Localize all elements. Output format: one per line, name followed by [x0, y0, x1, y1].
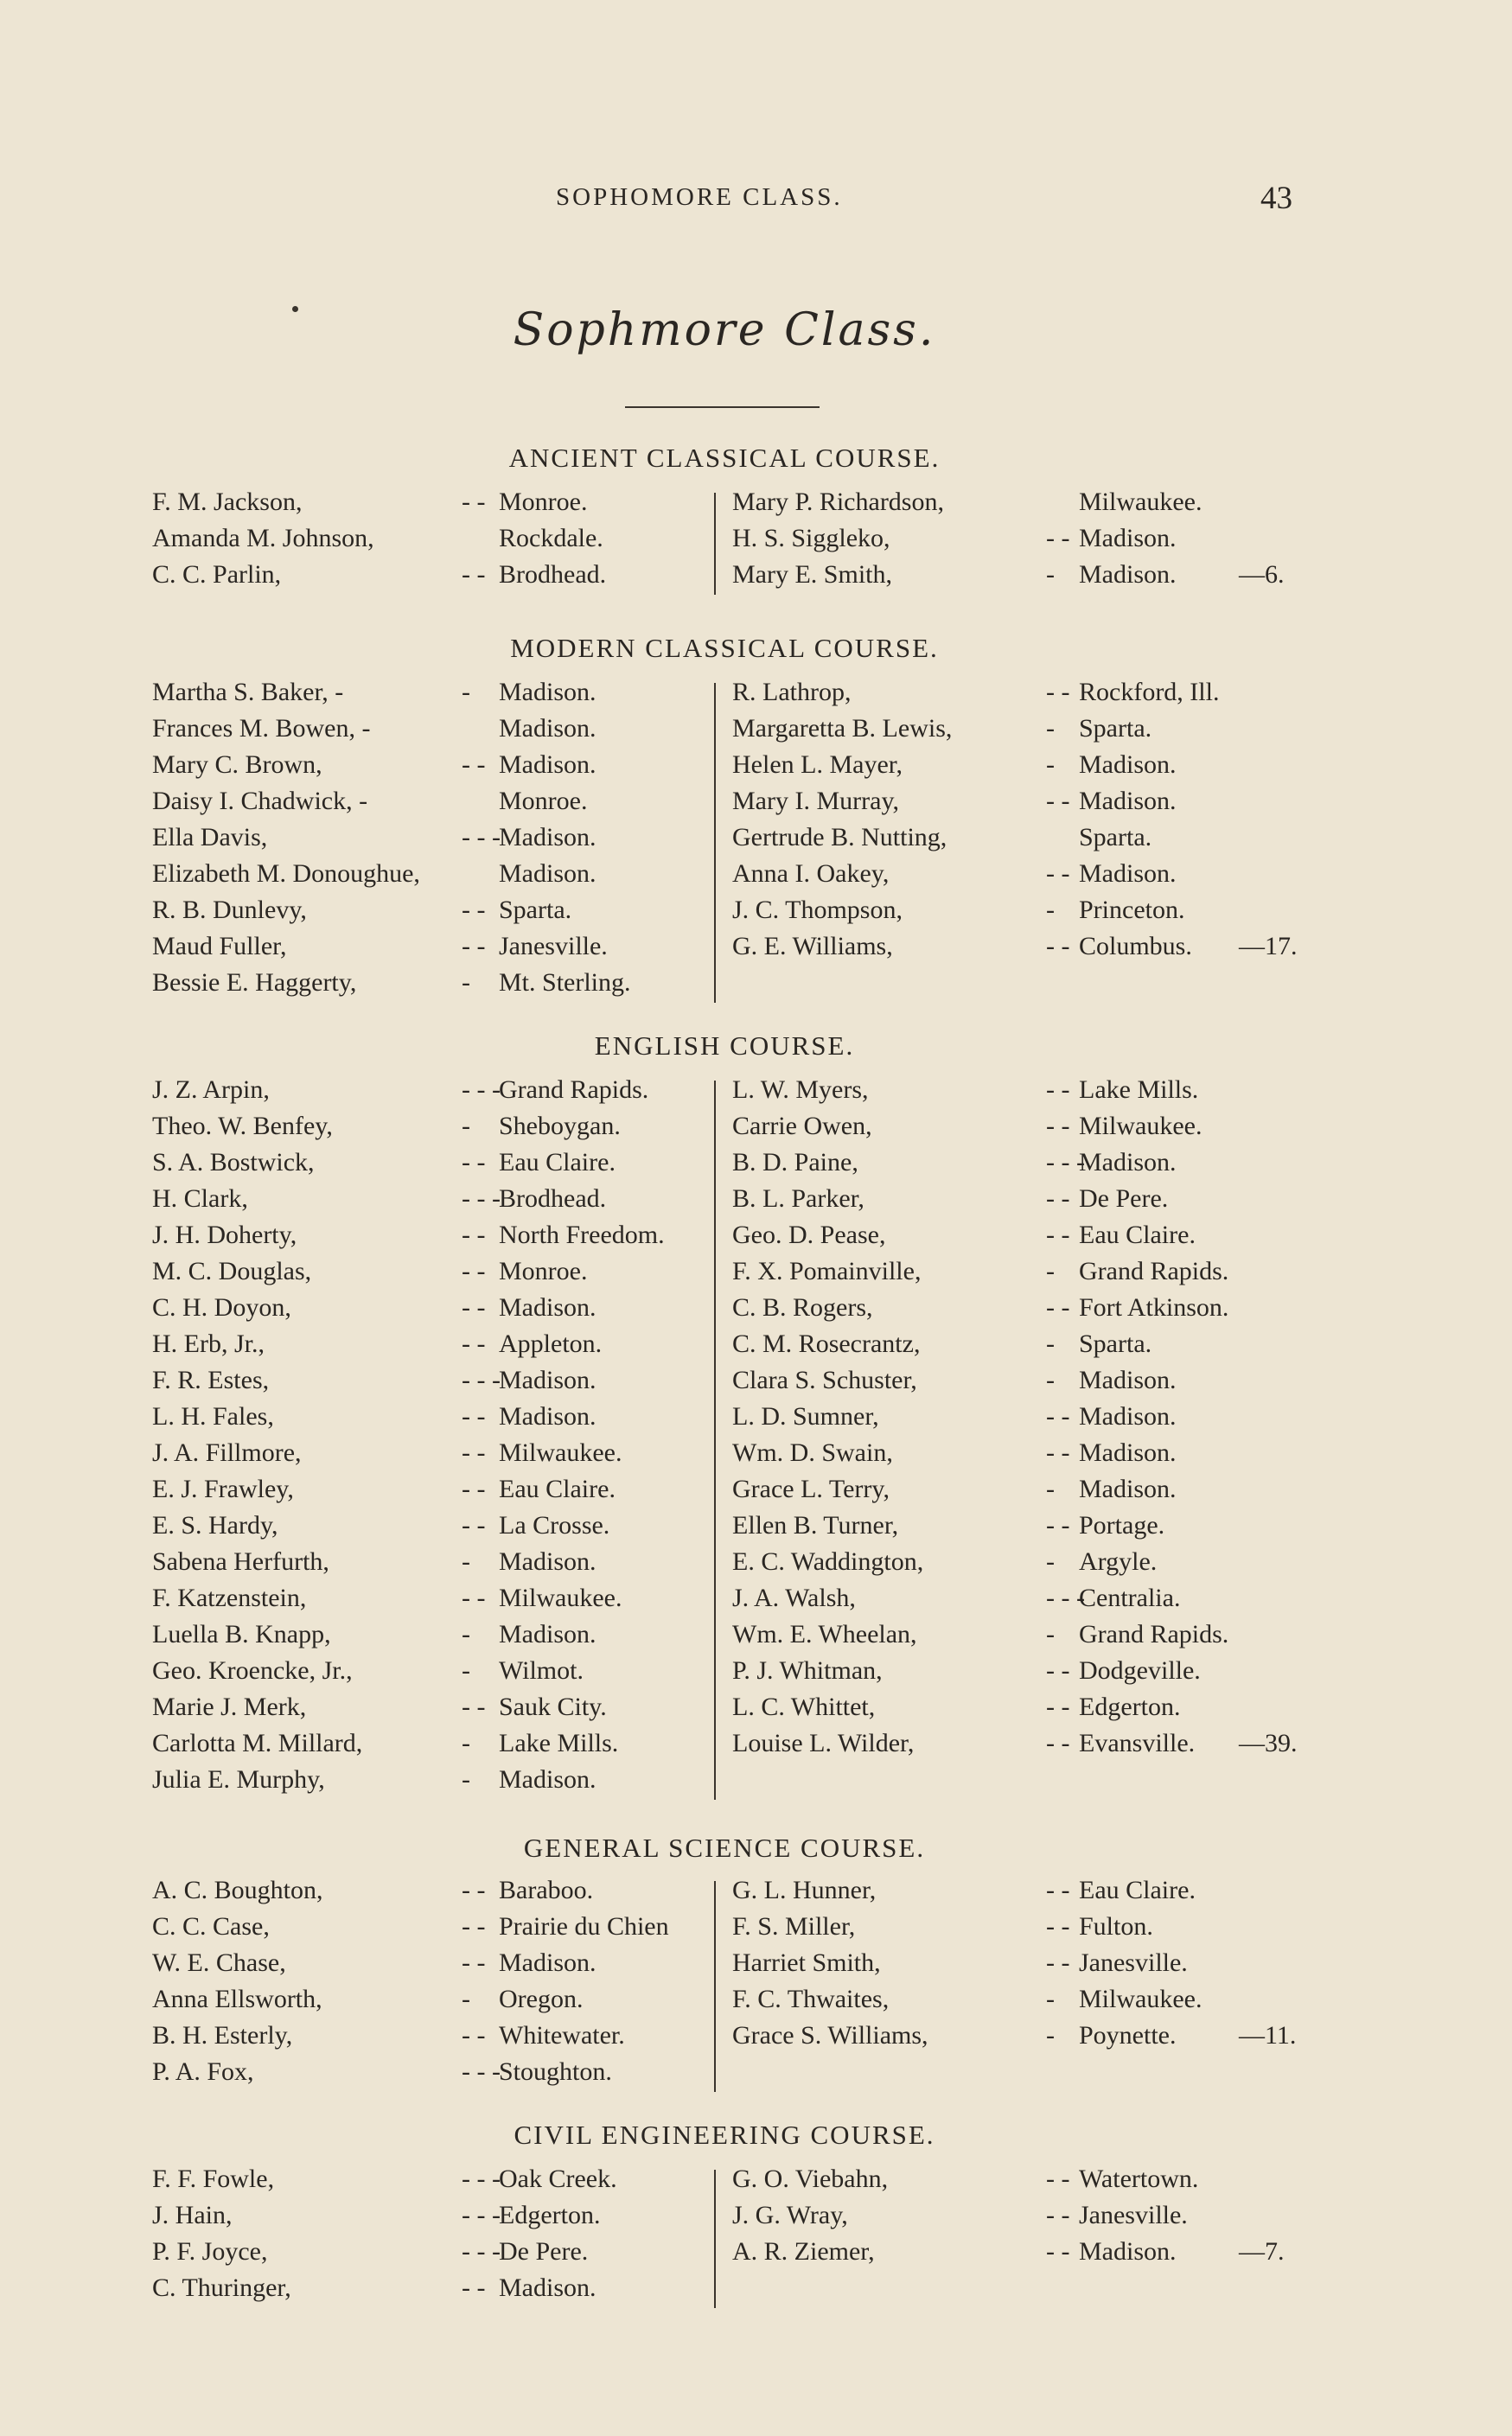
leader-dashes: - [1046, 714, 1055, 743]
leader-dashes: - - [462, 1148, 486, 1177]
column-divider [714, 683, 716, 1003]
hometown: Stoughton. [499, 2057, 612, 2086]
leader-dashes: - [1046, 2021, 1055, 2050]
leader-dashes: - - [462, 1876, 486, 1904]
hometown: Madison. [1079, 1366, 1177, 1394]
leader-dashes: - - [462, 750, 486, 779]
student-name: H. S. Siggleko, [732, 524, 890, 552]
leader-dashes: - - [462, 932, 486, 960]
page-number: 43 [1260, 181, 1292, 216]
hometown: Poynette. [1079, 2021, 1177, 2050]
hometown: Milwaukee. [1079, 488, 1203, 516]
student-name: Daisy I. Chadwick, - [152, 787, 368, 815]
leader-dashes: - - [462, 2021, 486, 2050]
student-name: Anna I. Oakey, [732, 859, 890, 888]
student-name: Luella B. Knapp, [152, 1620, 331, 1648]
hometown: Sparta. [1079, 714, 1152, 743]
leader-dashes: - - [1046, 2201, 1070, 2229]
hometown: Monroe. [499, 1257, 588, 1285]
student-name: W. E. Chase, [152, 1948, 286, 1977]
student-name: F. X. Pomainville, [732, 1257, 922, 1285]
student-name: S. A. Bostwick, [152, 1148, 315, 1177]
hometown: Milwaukee. [499, 1584, 622, 1612]
student-name: Mary P. Richardson, [732, 488, 944, 516]
leader-dashes: - - [1046, 1438, 1070, 1467]
student-name: J. G. Wray, [732, 2201, 848, 2229]
student-name: Ellen B. Turner, [732, 1511, 899, 1540]
hometown: Madison. [499, 859, 597, 888]
student-name: Theo. W. Benfey, [152, 1112, 333, 1140]
hometown: North Freedom. [499, 1221, 665, 1249]
leader-dashes: - [1046, 1257, 1055, 1285]
hometown: Lake Mills. [1079, 1075, 1199, 1104]
hometown: Oregon. [499, 1985, 584, 2013]
hometown: Madison. [499, 714, 597, 743]
student-name: Mary I. Murray, [732, 787, 899, 815]
hometown: Eau Claire. [499, 1148, 616, 1177]
student-name: Geo. D. Pease, [732, 1221, 886, 1249]
hometown: Madison. [499, 1948, 597, 1977]
student-name: J. Z. Arpin, [152, 1075, 270, 1104]
student-name: C. C. Case, [152, 1912, 270, 1941]
course-total: —17. [1239, 932, 1298, 960]
leader-dashes: - - [462, 1402, 486, 1431]
leader-dashes: - - [1046, 1184, 1070, 1213]
leader-dashes: - - [462, 1221, 486, 1249]
student-name: C. M. Rosecrantz, [732, 1330, 921, 1358]
leader-dashes: - - [1046, 1912, 1070, 1941]
course-total: —39. [1239, 1729, 1298, 1757]
leader-dashes: - - [462, 1511, 486, 1540]
hometown: Madison. [499, 1366, 597, 1394]
student-name: Mary C. Brown, [152, 750, 322, 779]
hometown: Eau Claire. [499, 1475, 616, 1503]
hometown: Whitewater. [499, 2021, 625, 2050]
hometown: Madison. [499, 1402, 597, 1431]
hometown: Oak Creek. [499, 2165, 617, 2193]
student-name: C. H. Doyon, [152, 1293, 291, 1322]
hometown: Madison. [499, 823, 597, 851]
leader-dashes: - - [1046, 1656, 1070, 1685]
hometown: Madison. [1079, 787, 1177, 815]
hometown: Dodgeville. [1079, 1656, 1201, 1685]
student-name: P. F. Joyce, [152, 2237, 268, 2266]
hometown: Monroe. [499, 488, 588, 516]
leader-dashes: - - [1046, 787, 1070, 815]
leader-dashes: - - [462, 1912, 486, 1941]
hometown: Milwaukee. [499, 1438, 622, 1467]
student-name: C. B. Rogers, [732, 1293, 873, 1322]
hometown: Eau Claire. [1079, 1221, 1196, 1249]
course-heading: GENERAL SCIENCE COURSE. [523, 1833, 926, 1863]
leader-dashes: - - [1046, 524, 1070, 552]
leader-dashes: - [1046, 1475, 1055, 1503]
leader-dashes: - - - [462, 2057, 501, 2086]
leader-dashes: - [1046, 1366, 1055, 1394]
leader-dashes: - [1046, 1330, 1055, 1358]
student-name: Margaretta B. Lewis, [732, 714, 953, 743]
hometown: Madison. [499, 750, 597, 779]
student-name: L. W. Myers, [732, 1075, 869, 1104]
hometown: Eau Claire. [1079, 1876, 1196, 1904]
hometown: Argyle. [1079, 1547, 1158, 1576]
hometown: Madison. [499, 1293, 597, 1322]
hometown: Monroe. [499, 787, 588, 815]
leader-dashes: - - [1046, 1293, 1070, 1322]
student-name: Clara S. Schuster, [732, 1366, 917, 1394]
leader-dashes: - - - [462, 2165, 501, 2193]
hometown: Sparta. [1079, 1330, 1152, 1358]
hometown: Janesville. [499, 932, 608, 960]
student-name: E. S. Hardy, [152, 1511, 278, 1540]
hometown: Brodhead. [499, 1184, 607, 1213]
leader-dashes: - [462, 1985, 470, 2013]
hometown: Madison. [1079, 560, 1177, 589]
hometown: Portage. [1079, 1511, 1165, 1540]
leader-dashes: - [462, 1620, 470, 1648]
student-name: G. L. Hunner, [732, 1876, 877, 1904]
leader-dashes: - - [1046, 1402, 1070, 1431]
column-divider [714, 2170, 716, 2308]
student-name: B. D. Paine, [732, 1148, 858, 1177]
hometown: Madison. [499, 2273, 597, 2302]
student-name: Elizabeth M. Donoughue, [152, 859, 420, 888]
hometown: Milwaukee. [1079, 1985, 1203, 2013]
student-name: F. F. Fowle, [152, 2165, 275, 2193]
leader-dashes: - - [1046, 2237, 1070, 2266]
hometown: Madison. [1079, 750, 1177, 779]
hometown: Wilmot. [499, 1656, 584, 1685]
leader-dashes: - - [462, 560, 486, 589]
hometown: Lake Mills. [499, 1729, 619, 1757]
hometown: Grand Rapids. [1079, 1620, 1229, 1648]
hometown: Madison. [1079, 524, 1177, 552]
hometown: Centralia. [1079, 1584, 1181, 1612]
student-name: F. M. Jackson, [152, 488, 303, 516]
leader-dashes: - - [1046, 1729, 1070, 1757]
student-name: Frances M. Bowen, - [152, 714, 371, 743]
leader-dashes: - [462, 1547, 470, 1576]
leader-dashes: - - [462, 1948, 486, 1977]
leader-dashes: - [1046, 1620, 1055, 1648]
leader-dashes: - - [1046, 2165, 1070, 2193]
course-total: —6. [1239, 560, 1285, 589]
leader-dashes: - - [1046, 1511, 1070, 1540]
student-name: Ella Davis, [152, 823, 268, 851]
student-name: J. H. Doherty, [152, 1221, 297, 1249]
leader-dashes: - - [1046, 1075, 1070, 1104]
hometown: Prairie du Chien [499, 1912, 669, 1941]
leader-dashes: - - [462, 2273, 486, 2302]
hometown: Madison. [1079, 1148, 1177, 1177]
student-name: Wm. D. Swain, [732, 1438, 893, 1467]
leader-dashes: - [462, 1729, 470, 1757]
hometown: Milwaukee. [1079, 1112, 1203, 1140]
student-name: J. C. Thompson, [732, 896, 903, 924]
hometown: Edgerton. [1079, 1693, 1181, 1721]
hometown: Fulton. [1079, 1912, 1153, 1941]
hometown: Grand Rapids. [1079, 1257, 1229, 1285]
course-heading: MODERN CLASSICAL COURSE. [510, 633, 939, 663]
hometown: Madison. [499, 1765, 597, 1794]
leader-dashes: - - [1046, 1112, 1070, 1140]
student-name: Julia E. Murphy, [152, 1765, 325, 1794]
student-name: L. D. Sumner, [732, 1402, 879, 1431]
student-name: B. H. Esterly, [152, 2021, 293, 2050]
student-name: J. Hain, [152, 2201, 233, 2229]
hometown: Sheboygan. [499, 1112, 621, 1140]
student-name: Harriet Smith, [732, 1948, 881, 1977]
student-name: H. Clark, [152, 1184, 248, 1213]
student-name: F. R. Estes, [152, 1366, 270, 1394]
leader-dashes: - [1046, 1547, 1055, 1576]
running-head: SOPHOMORE CLASS. [556, 183, 843, 211]
course-total: —7. [1239, 2237, 1285, 2266]
student-name: B. L. Parker, [732, 1184, 864, 1213]
student-name: Gertrude B. Nutting, [732, 823, 947, 851]
leader-dashes: - - - [462, 1184, 501, 1213]
hometown: Rockdale. [499, 524, 603, 552]
hometown: Princeton. [1079, 896, 1185, 924]
title-rule [625, 406, 820, 408]
student-name: E. C. Waddington, [732, 1547, 924, 1576]
hometown: Edgerton. [499, 2201, 601, 2229]
student-name: L. H. Fales, [152, 1402, 274, 1431]
student-name: Grace L. Terry, [732, 1475, 890, 1503]
column-divider [714, 1081, 716, 1800]
student-name: H. Erb, Jr., [152, 1330, 265, 1358]
hometown: Brodhead. [499, 560, 607, 589]
student-name: Grace S. Williams, [732, 2021, 928, 2050]
student-name: Wm. E. Wheelan, [732, 1620, 917, 1648]
leader-dashes: - [462, 968, 470, 997]
hometown: Mt. Sterling. [499, 968, 631, 997]
hometown: Sauk City. [499, 1693, 607, 1721]
hometown: Watertown. [1079, 2165, 1199, 2193]
leader-dashes: - [462, 1112, 470, 1140]
hometown: Madison. [1079, 1475, 1177, 1503]
leader-dashes: - [462, 678, 470, 706]
leader-dashes: - - [1046, 1221, 1070, 1249]
student-name: Marie J. Merk, [152, 1693, 307, 1721]
leader-dashes: - - [1046, 859, 1070, 888]
course-heading: CIVIL ENGINEERING COURSE. [514, 2120, 935, 2150]
student-name: E. J. Frawley, [152, 1475, 294, 1503]
student-name: C. Thuringer, [152, 2273, 291, 2302]
student-name: F. C. Thwaites, [732, 1985, 890, 2013]
student-name: G. O. Viebahn, [732, 2165, 889, 2193]
leader-dashes: - - [1046, 678, 1070, 706]
student-name: Mary E. Smith, [732, 560, 892, 589]
student-name: J. A. Fillmore, [152, 1438, 302, 1467]
leader-dashes: - [462, 1765, 470, 1794]
leader-dashes: - - [1046, 1693, 1070, 1721]
leader-dashes: - - - [1046, 1584, 1085, 1612]
hometown: Madison. [1079, 859, 1177, 888]
hometown: Rockford, Ill. [1079, 678, 1220, 706]
leader-dashes: - - [462, 488, 486, 516]
student-name: Bessie E. Haggerty, [152, 968, 357, 997]
leader-dashes: - - - [462, 823, 501, 851]
student-name: Carrie Owen, [732, 1112, 872, 1140]
leader-dashes: - - - [462, 2237, 501, 2266]
leader-dashes: - - [462, 1693, 486, 1721]
student-name: Geo. Kroencke, Jr., [152, 1656, 353, 1685]
hometown: Madison. [1079, 1402, 1177, 1431]
student-name: Martha S. Baker, - [152, 678, 344, 706]
hometown: De Pere. [1079, 1184, 1169, 1213]
hometown: Appleton. [499, 1330, 603, 1358]
hometown: La Crosse. [499, 1511, 610, 1540]
student-name: R. B. Dunlevy, [152, 896, 307, 924]
student-name: P. A. Fox, [152, 2057, 254, 2086]
leader-dashes: - - [462, 1438, 486, 1467]
hometown: Baraboo. [499, 1876, 594, 1904]
leader-dashes: - - [462, 1330, 486, 1358]
course-heading: ANCIENT CLASSICAL COURSE. [508, 443, 941, 473]
leader-dashes: - - [1046, 1948, 1070, 1977]
hometown: Madison. [499, 1547, 597, 1576]
hometown: Madison. [499, 1620, 597, 1648]
leader-dashes: - - [1046, 1876, 1070, 1904]
student-name: F. Katzenstein, [152, 1584, 307, 1612]
leader-dashes: - - [1046, 932, 1070, 960]
student-name: J. A. Walsh, [732, 1584, 856, 1612]
student-name: C. C. Parlin, [152, 560, 282, 589]
page-title: Sophmore Class. [513, 304, 936, 356]
hometown: Sparta. [1079, 823, 1152, 851]
column-divider [714, 493, 716, 595]
leader-dashes: - [1046, 750, 1055, 779]
student-name: Anna Ellsworth, [152, 1985, 322, 2013]
student-name: Sabena Herfurth, [152, 1547, 329, 1576]
student-name: R. Lathrop, [732, 678, 852, 706]
hometown: Janesville. [1079, 1948, 1188, 1977]
leader-dashes: - [462, 1656, 470, 1685]
leader-dashes: - - - [1046, 1148, 1085, 1177]
course-heading: ENGLISH COURSE. [594, 1030, 855, 1061]
leader-dashes: - - [462, 1257, 486, 1285]
leader-dashes: - - [462, 896, 486, 924]
student-name: Maud Fuller, [152, 932, 287, 960]
hometown: Sparta. [499, 896, 572, 924]
hometown: Columbus. [1079, 932, 1192, 960]
leader-dashes: - - [462, 1584, 486, 1612]
hometown: Evansville. [1079, 1729, 1196, 1757]
leader-dashes: - - - [462, 1366, 501, 1394]
student-name: M. C. Douglas, [152, 1257, 312, 1285]
student-name: P. J. Whitman, [732, 1656, 883, 1685]
leader-dashes: - - - [462, 1075, 501, 1104]
student-name: Helen L. Mayer, [732, 750, 903, 779]
hometown: Fort Atkinson. [1079, 1293, 1229, 1322]
hometown: Madison. [499, 678, 597, 706]
student-name: F. S. Miller, [732, 1912, 856, 1941]
student-name: A. R. Ziemer, [732, 2237, 875, 2266]
hometown: Grand Rapids. [499, 1075, 649, 1104]
course-total: —11. [1239, 2021, 1297, 2050]
leader-dashes: - [1046, 560, 1055, 589]
student-name: A. C. Boughton, [152, 1876, 323, 1904]
leader-dashes: - [1046, 896, 1055, 924]
student-name: Amanda M. Johnson, [152, 524, 374, 552]
column-divider [714, 1881, 716, 2092]
student-name: G. E. Williams, [732, 932, 893, 960]
leader-dashes: - - - [462, 2201, 501, 2229]
hometown: Madison. [1079, 2237, 1177, 2266]
leader-dashes: - - [462, 1293, 486, 1322]
leader-dashes: - - [462, 1475, 486, 1503]
hometown: Janesville. [1079, 2201, 1188, 2229]
leader-dashes: - [1046, 1985, 1055, 2013]
hometown: De Pere. [499, 2237, 589, 2266]
student-name: Carlotta M. Millard, [152, 1729, 363, 1757]
student-name: L. C. Whittet, [732, 1693, 876, 1721]
student-name: Louise L. Wilder, [732, 1729, 915, 1757]
hometown: Madison. [1079, 1438, 1177, 1467]
